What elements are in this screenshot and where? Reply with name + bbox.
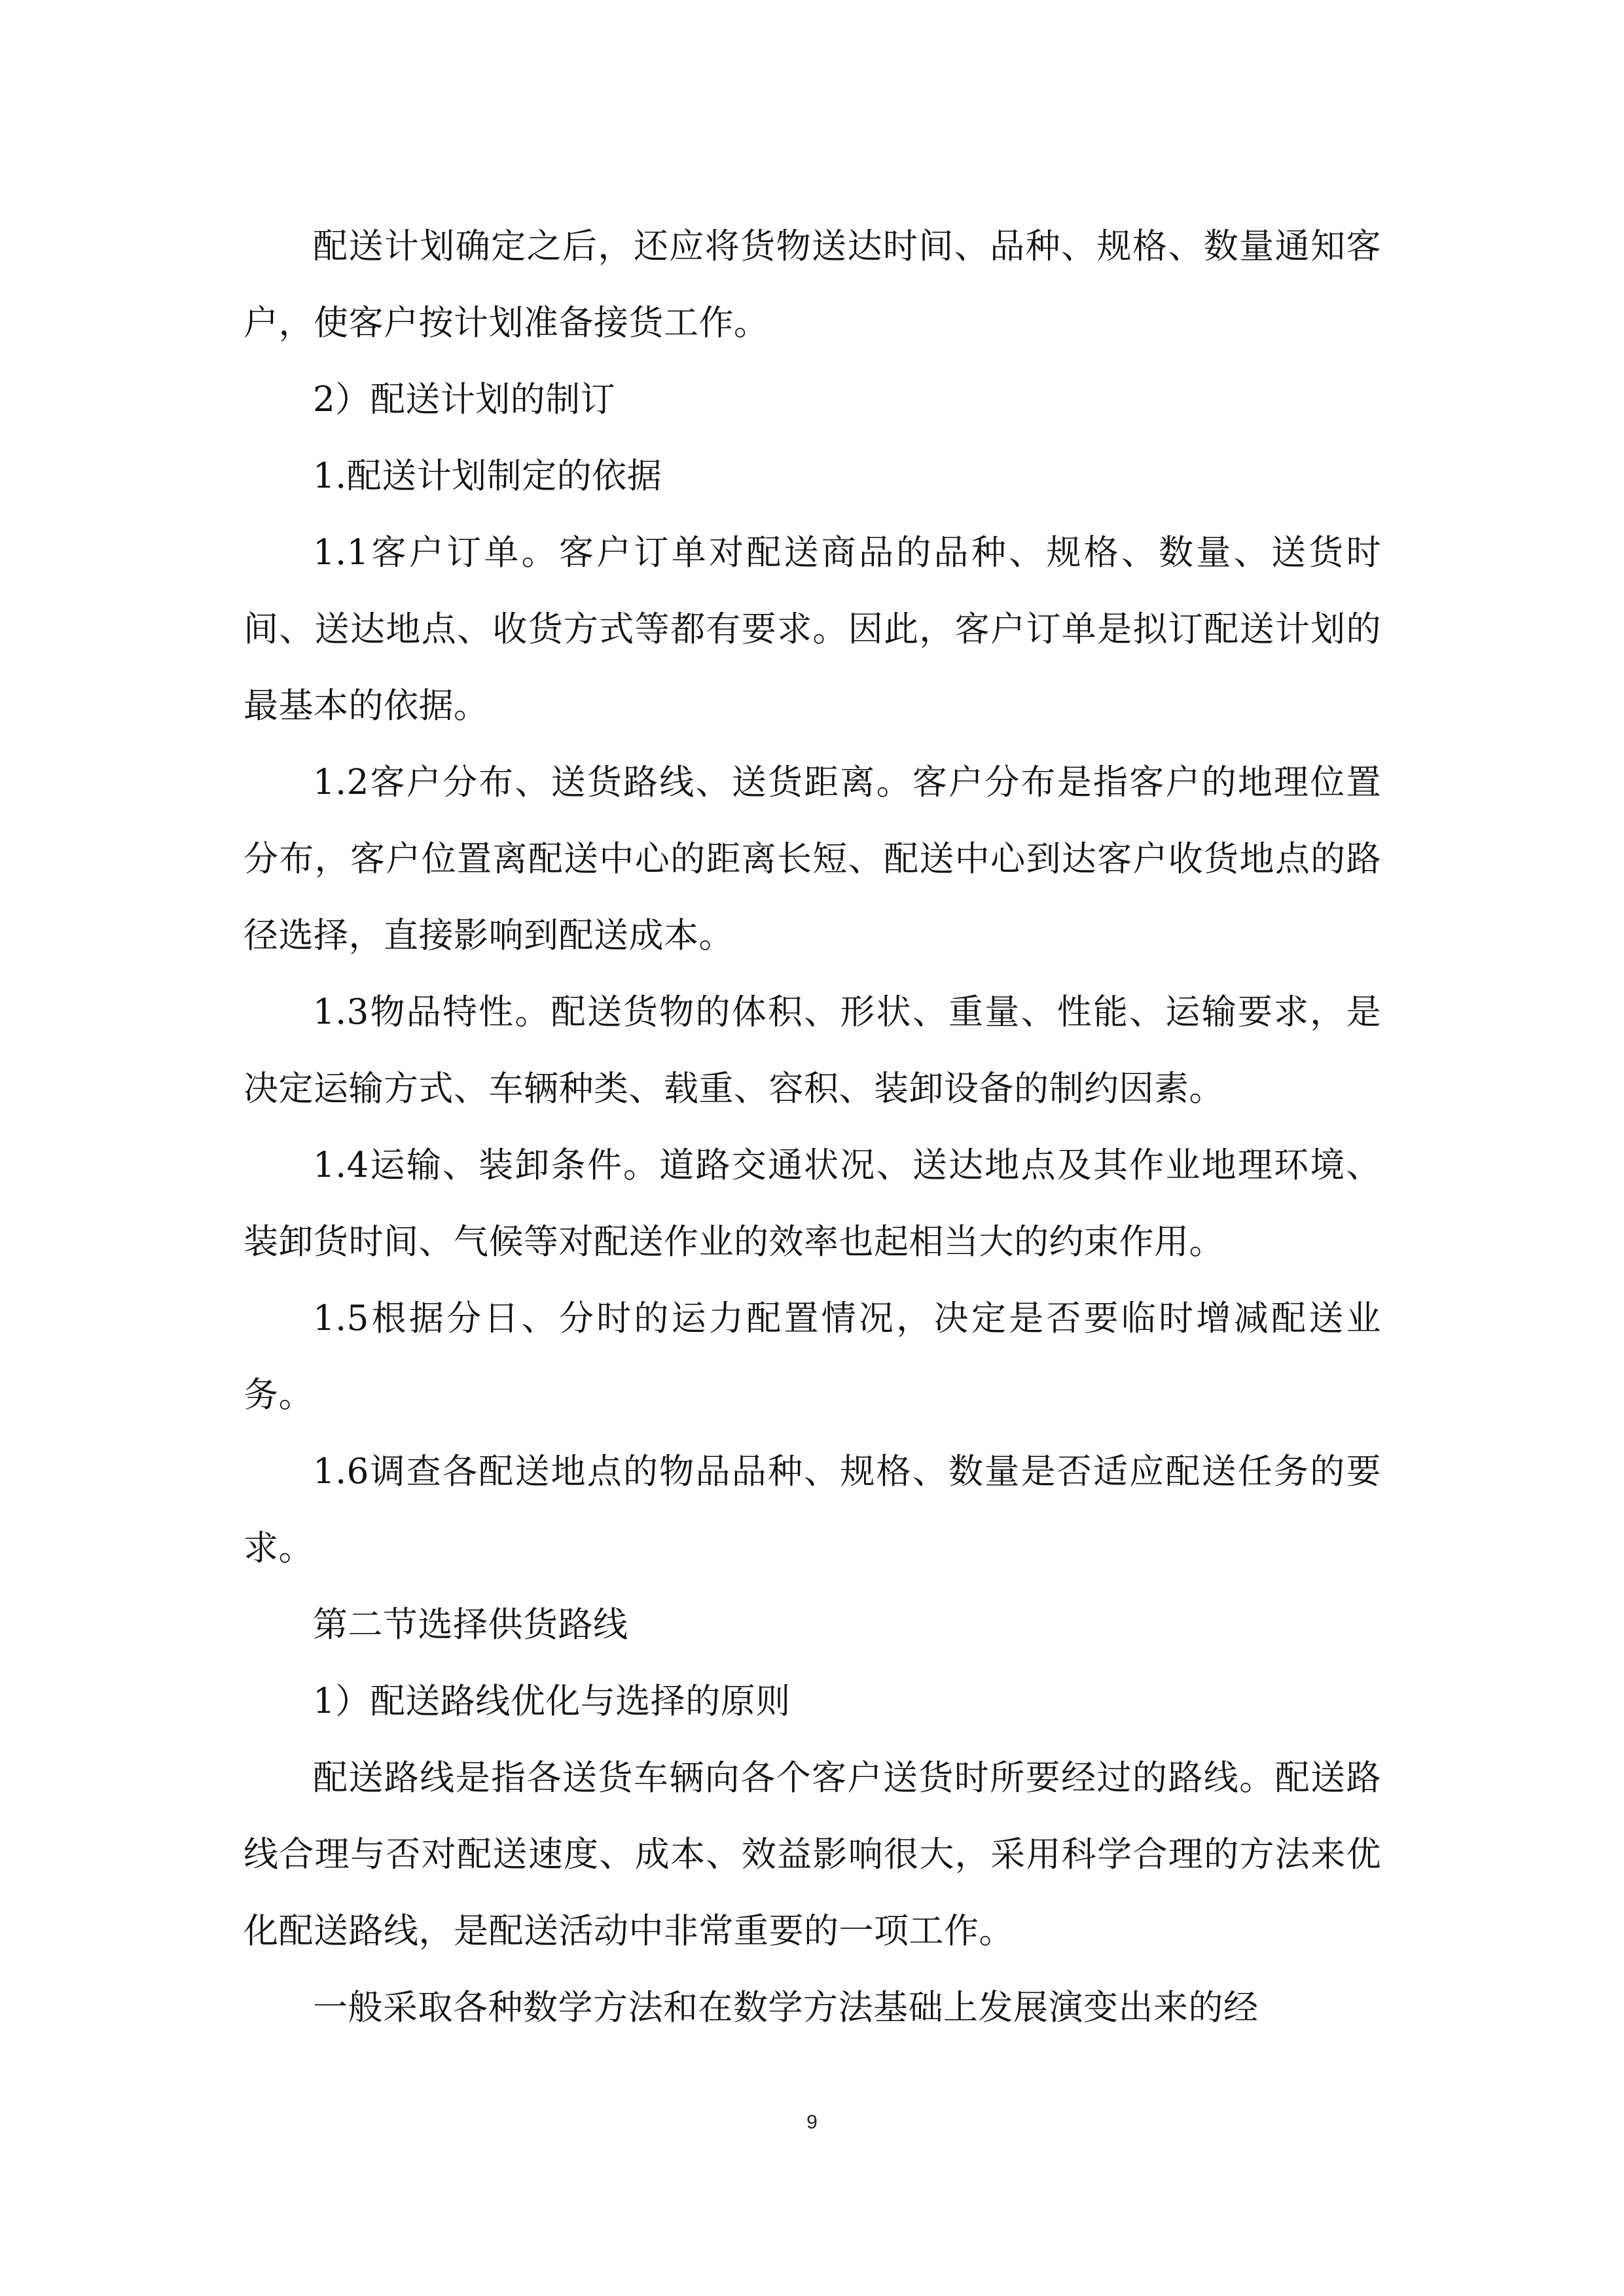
paragraph-customer-orders: 1.1客户订单。客户订单对配送商品的品种、规格、数量、送货时间、送达地点、收货方式等都有要求。因此，客户订单是拟订配送计划的最基本的依据。: [244, 533, 1381, 726]
paragraph-delivery-plan-notice: 配送计划确定之后，还应将货物送达时间、品种、规格、数量通知客户，使客户按计划准备接货工作。: [244, 226, 1381, 343]
paragraph-route-definition: 配送路线是指各送货车辆向各个客户送货时所要经过的路线。配送路线合理与否对配送速度、成本、效益影响很大，采用科学合理的方法来优化配送路线，是配送活动中非常重要的一项工作。: [244, 1758, 1381, 1951]
heading-delivery-plan-formulation: 2）配送计划的制订: [313, 380, 616, 420]
paragraph-math-methods: 一般采取各种数学方法和在数学方法基础上发展演变出来的经: [313, 1988, 1259, 2028]
heading-route-optimization-principles: 1）配送路线优化与选择的原则: [313, 1681, 791, 1721]
paragraph-capacity-allocation: 1.5根据分日、分时的运力配置情况，决定是否要临时增减配送业务。: [244, 1299, 1381, 1415]
body-text: [244, 208, 1381, 2046]
paragraph-item-characteristics: 1.3物品特性。配送货物的体积、形状、重量、性能、运输要求，是决定运输方式、车辆种类、载重、容积、装卸设备的制约因素。: [244, 992, 1381, 1109]
paragraph-transport-conditions: 1.4运输、装卸条件。道路交通状况、送达地点及其作业地理环境、装卸货时间、气候等对配送作业的效率也起相当大的约束作用。: [244, 1145, 1381, 1262]
heading-plan-basis: 1.配送计划制定的依据: [313, 456, 662, 496]
page-number: 9: [806, 2111, 818, 2133]
section-heading-route-selection: 第二节选择供货路线: [313, 1605, 628, 1645]
paragraph-survey-locations: 1.6调查各配送地点的物品品种、规格、数量是否适应配送任务的要求。: [244, 1452, 1381, 1568]
paragraph-customer-distribution: 1.2客户分布、送货路线、送货距离。客户分布是指客户的地理位置分布，客户位置离配送中心的距离长短、配送中心到达客户收货地点的路径选择，直接影响到配送成本。: [244, 762, 1381, 956]
